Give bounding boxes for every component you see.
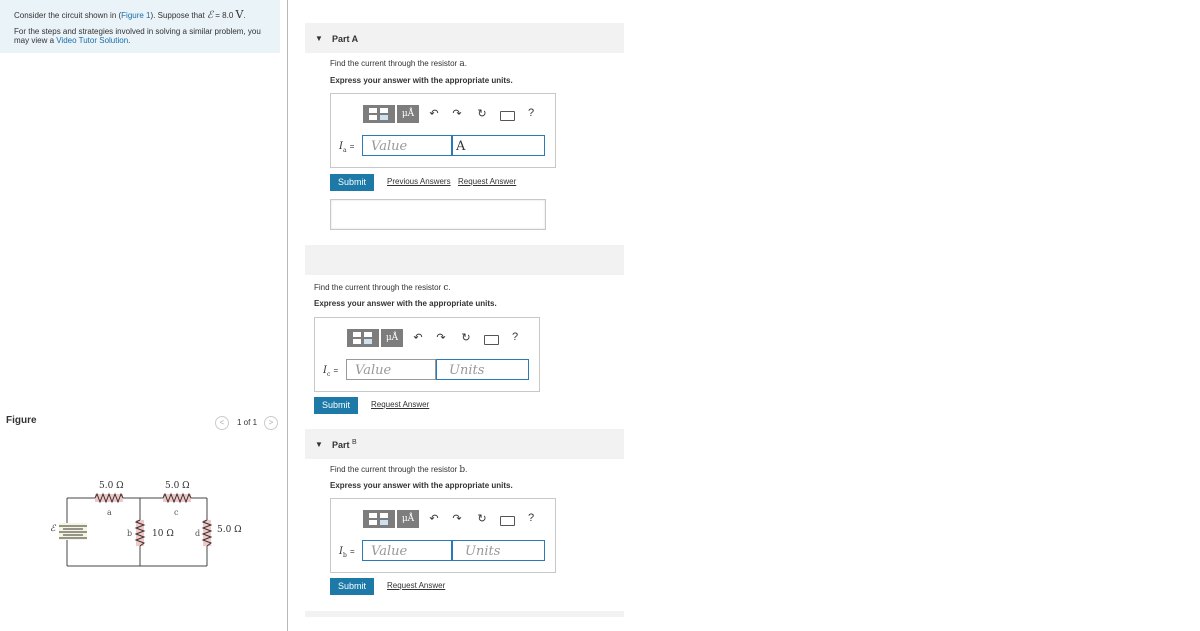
resistor-b-value: 10 Ω <box>152 529 174 539</box>
redo-icon[interactable]: ↷ <box>452 513 462 525</box>
part-b-question <box>330 465 467 475</box>
resistor-a-name: a <box>107 508 112 517</box>
question-var: b <box>459 465 466 475</box>
var-sub: a <box>342 147 347 154</box>
part-c-request-answer-link[interactable]: Request Answer <box>371 400 430 409</box>
part-c-value-input[interactable]: Value <box>346 359 436 380</box>
var-letter: I <box>323 365 327 376</box>
part-b-request-answer-link[interactable]: Request Answer <box>387 581 446 590</box>
part-a-instruction: Express your answer with the appropriate units. <box>330 76 513 85</box>
undo-icon[interactable]: ↶ <box>413 332 423 344</box>
question-var: c <box>443 283 449 293</box>
resistor-a-value: 5.0 Ω <box>99 481 124 491</box>
intro-text: . <box>128 36 131 45</box>
intro-text: . <box>243 11 246 20</box>
part-a-request-answer-link[interactable]: Request Answer <box>458 177 517 186</box>
question-text: . <box>448 283 451 292</box>
reset-icon[interactable]: ↻ <box>477 513 487 525</box>
intro-text: Consider the circuit shown in ( <box>14 11 122 20</box>
emf-unit: V <box>235 8 244 21</box>
var-sub: c <box>326 371 331 378</box>
resistor-d-name: d <box>195 529 201 538</box>
part-c-header[interactable] <box>305 245 624 275</box>
part-b-title <box>332 439 357 450</box>
keyboard-icon[interactable] <box>500 516 515 526</box>
undo-icon[interactable]: ↶ <box>429 108 439 120</box>
chevron-right-icon: > <box>268 418 274 427</box>
problem-intro <box>0 0 280 53</box>
part-c-answer-box <box>314 317 540 392</box>
var-letter: I <box>339 141 343 152</box>
question-text: Find the current through the resistor <box>314 283 444 292</box>
part-c-instruction: Express your answer with the appropriate units. <box>314 299 497 308</box>
question-text: . <box>464 59 468 68</box>
figure-prev-button[interactable] <box>215 416 229 430</box>
part-c-submit-button[interactable]: Submit <box>314 397 358 414</box>
keyboard-icon[interactable] <box>484 335 499 345</box>
units-button[interactable]: μÅ <box>397 105 419 123</box>
collapse-arrow-icon: ▼ <box>315 440 323 449</box>
part-a-unit-input[interactable]: A <box>452 135 545 156</box>
emf-value: = 8.0 <box>213 11 236 20</box>
figure-next-button[interactable] <box>264 416 278 430</box>
next-part-header <box>305 611 624 617</box>
collapse-arrow-icon: ▼ <box>315 34 323 43</box>
chevron-left-icon: < <box>219 418 225 427</box>
circuit-figure <box>50 470 265 580</box>
redo-icon[interactable]: ↷ <box>436 332 446 344</box>
part-a-value-input[interactable]: Value <box>362 135 452 156</box>
var-sub: b <box>342 552 347 559</box>
var-letter: I <box>339 546 343 557</box>
part-b-title-text: Part <box>332 440 350 450</box>
units-button[interactable]: μÅ <box>381 329 403 347</box>
part-b-var-label <box>339 546 355 559</box>
templates-button[interactable] <box>363 510 395 528</box>
question-var: a <box>459 59 465 69</box>
video-tutor-link[interactable]: Video Tutor Solution <box>56 36 129 45</box>
part-b-unit-input[interactable]: Units <box>452 540 545 561</box>
undo-icon[interactable]: ↶ <box>429 513 439 525</box>
redo-icon[interactable]: ↷ <box>452 108 462 120</box>
keyboard-icon[interactable] <box>500 111 515 121</box>
question-text: Find the current through the resistor <box>330 465 460 474</box>
previous-answers-link[interactable]: Previous Answers <box>387 177 451 186</box>
part-a-submit-button[interactable]: Submit <box>330 174 374 191</box>
intro-text: For the steps and strategies involved in solving a similar problem, you may view a <box>14 27 261 45</box>
figure-title: Figure <box>6 415 37 426</box>
panel-divider <box>287 0 288 631</box>
part-b-header[interactable] <box>305 429 624 459</box>
emf-label: ℰ <box>50 524 56 534</box>
part-b-submit-button[interactable]: Submit <box>330 578 374 595</box>
part-a-answer-box <box>330 93 556 168</box>
templates-button[interactable] <box>363 105 395 123</box>
help-icon[interactable]: ? <box>527 512 535 524</box>
part-c-unit-input[interactable]: Units <box>436 359 529 380</box>
part-c-var-label <box>323 365 338 378</box>
intro-line-1 <box>14 8 246 21</box>
intro-text: ). Suppose that <box>150 11 207 20</box>
part-b-title-sup: B <box>352 439 357 446</box>
question-text: Find the current through the resistor <box>330 59 460 68</box>
part-b-value-input[interactable]: Value <box>362 540 452 561</box>
question-text: . <box>465 465 468 474</box>
intro-line-2 <box>14 27 274 45</box>
equals-sign: = <box>349 547 355 556</box>
resistor-d-value: 5.0 Ω <box>217 525 242 535</box>
help-icon[interactable]: ? <box>511 331 519 343</box>
part-a-header[interactable] <box>305 23 624 53</box>
help-icon[interactable]: ? <box>527 107 535 119</box>
part-b-instruction: Express your answer with the appropriate units. <box>330 481 513 490</box>
part-c-question <box>314 283 451 293</box>
part-a-feedback-box <box>330 199 546 230</box>
templates-button[interactable] <box>347 329 379 347</box>
resistor-b-name: b <box>127 529 133 538</box>
figure-pager: 1 of 1 <box>237 418 258 427</box>
equals-sign: = <box>333 366 339 375</box>
equals-sign: = <box>349 142 355 151</box>
figure-link[interactable]: Figure 1 <box>121 11 151 20</box>
units-button[interactable]: μÅ <box>397 510 419 528</box>
part-a-title: Part A <box>332 34 359 44</box>
part-a-question <box>330 59 467 69</box>
reset-icon[interactable]: ↻ <box>477 108 487 120</box>
resistor-c-value: 5.0 Ω <box>165 481 190 491</box>
part-b-answer-box <box>330 498 556 573</box>
resistor-c-name: c <box>174 508 179 517</box>
part-a-var-label <box>339 141 354 154</box>
reset-icon[interactable]: ↻ <box>461 332 471 344</box>
emf-symbol: ℰ <box>207 10 214 21</box>
